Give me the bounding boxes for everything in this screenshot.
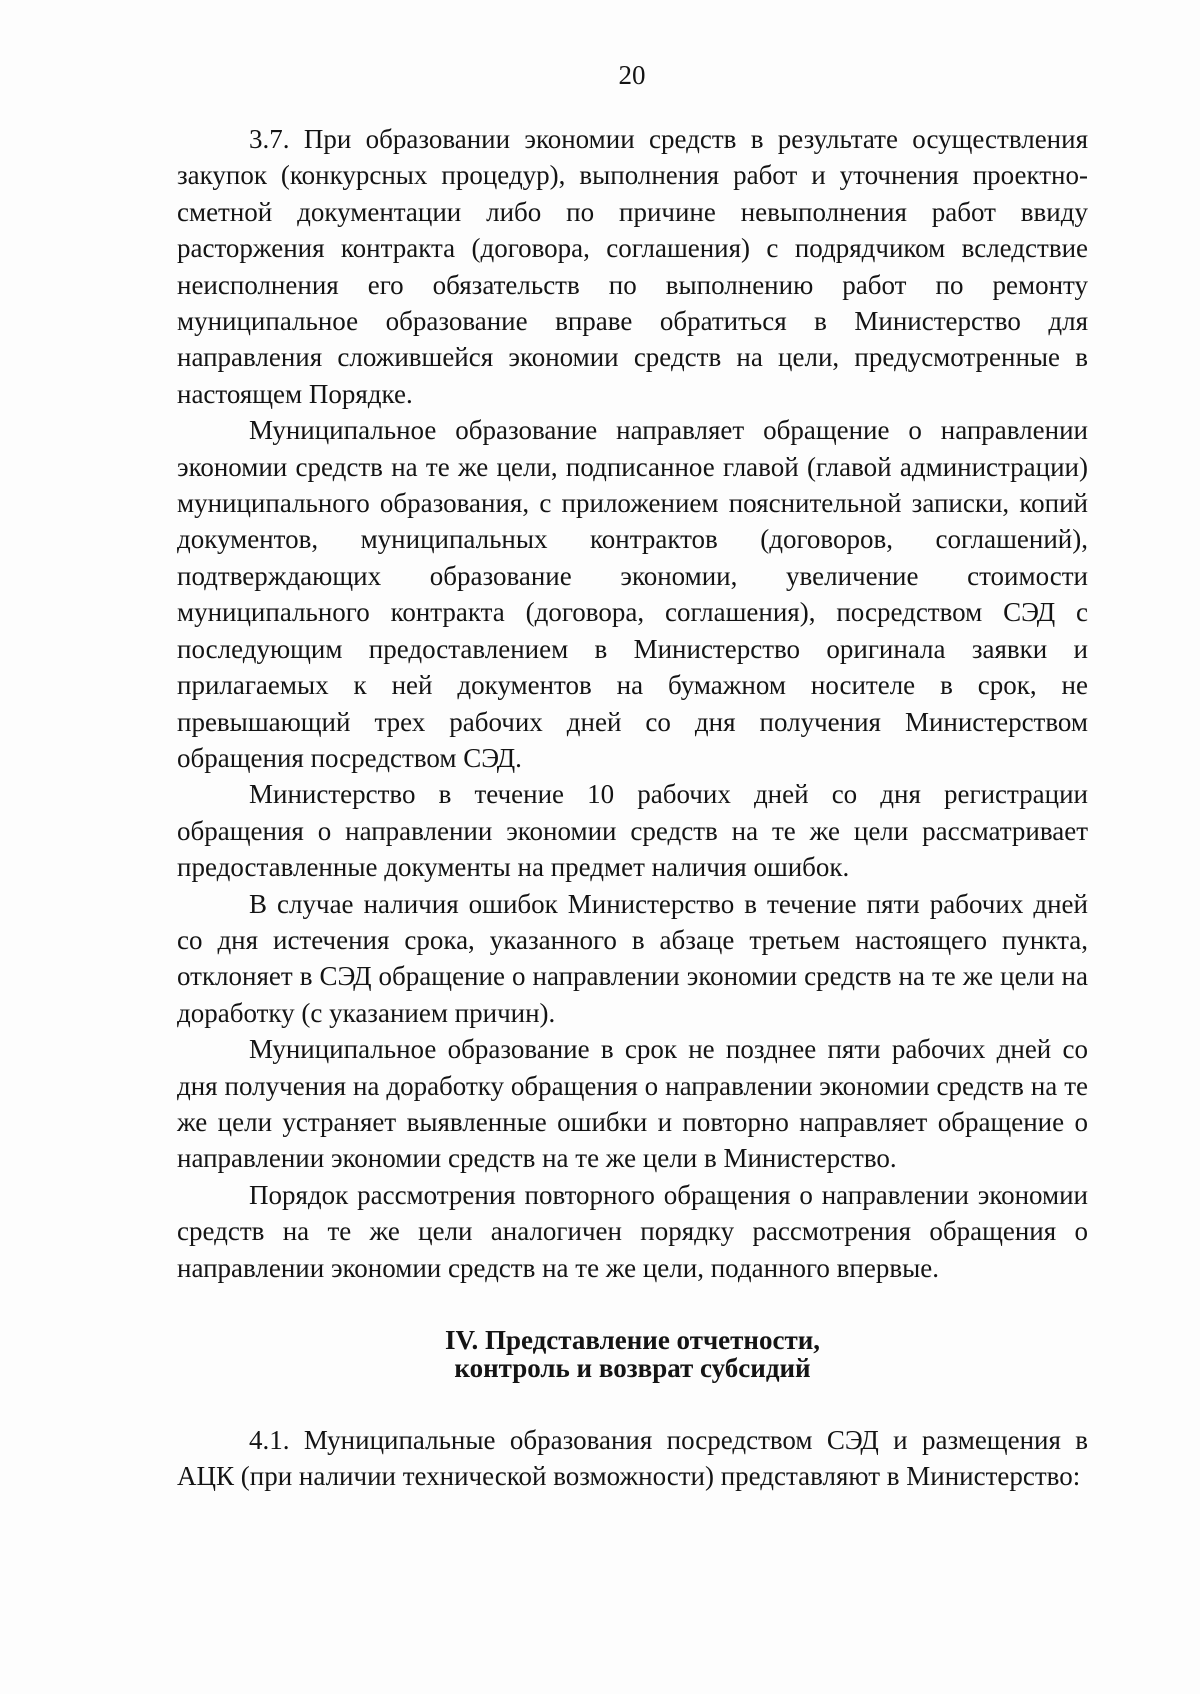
section-heading <box>177 1326 1088 1382</box>
paragraph-4-1: 4.1. Муниципальные образования посредством СЭД и размещения в АЦК (при наличии технической возможности) представляют в Министерство: <box>177 1425 1088 1492</box>
paragraph-appeal-submission: Муниципальное образование направляет обращение о направлении экономии средств на те же цели, подписанное главой (главой администрации) муниципального образования, с приложением пояснительной записки, копий документов, муниципальных контрактов (договоров, соглашений), подтверждающих образование экономии, увеличение стоимости муниципального контракта (договора, соглашения), посредством СЭД с последующим предоставлением в Министерство оригинала заявки и прилагаемых к ней документов на бумажном носителе в срок, не превышающий трех рабочих дней со дня получения Министерством обращения посредством СЭД. <box>177 415 1088 773</box>
paragraph-3-7: 3.7. При образовании экономии средств в результате осуществления закупок (конкурсных процедур), выполнения работ и уточнения проектно-сметной документации либо по причине невыполнения работ ввиду расторжения контракта (договора, соглашения) с подрядчиком вследствие неисполнения его обязательств по выполнению работ по ремонту муниципальное образование вправе обратиться в Министерство для направления сложившейся экономии средств на цели, предусмотренные в настоящем Порядке. <box>177 124 1088 409</box>
document-body <box>177 121 1088 1495</box>
paragraph-ministry-review: Министерство в течение 10 рабочих дней со дня регистрации обращения о направлении экономии средств на те же цели рассматривает предоставленные документы на предмет наличия ошибок. <box>177 779 1088 883</box>
paragraph-resubmission: Муниципальное образование в срок не позднее пяти рабочих дней со дня получения на доработку обращения о направлении экономии средств на те же цели устраняет выявленные ошибки и повторно направляет обращение о направлении экономии средств на те же цели в Министерство. <box>177 1034 1088 1174</box>
paragraph-repeat-procedure: Порядок рассмотрения повторного обращения о направлении экономии средств на те же цели аналогичен порядку рассмотрения обращения о направлении экономии средств на те же цели, поданного впервые. <box>177 1179 1088 1283</box>
section-heading-line-2: контроль и возврат субсидий <box>454 1353 811 1383</box>
page-number: 20 <box>618 60 646 90</box>
section-heading-line-1: IV. Представление отчетности, <box>444 1325 821 1355</box>
paragraph-errors-rejection: В случае наличия ошибок Министерство в течение пяти рабочих дней со дня истечения срока, указанного в абзаце третьем настоящего пункта, отклоняет в СЭД обращение о направлении экономии средств на те же цели на доработку (с указанием причин). <box>177 888 1088 1028</box>
